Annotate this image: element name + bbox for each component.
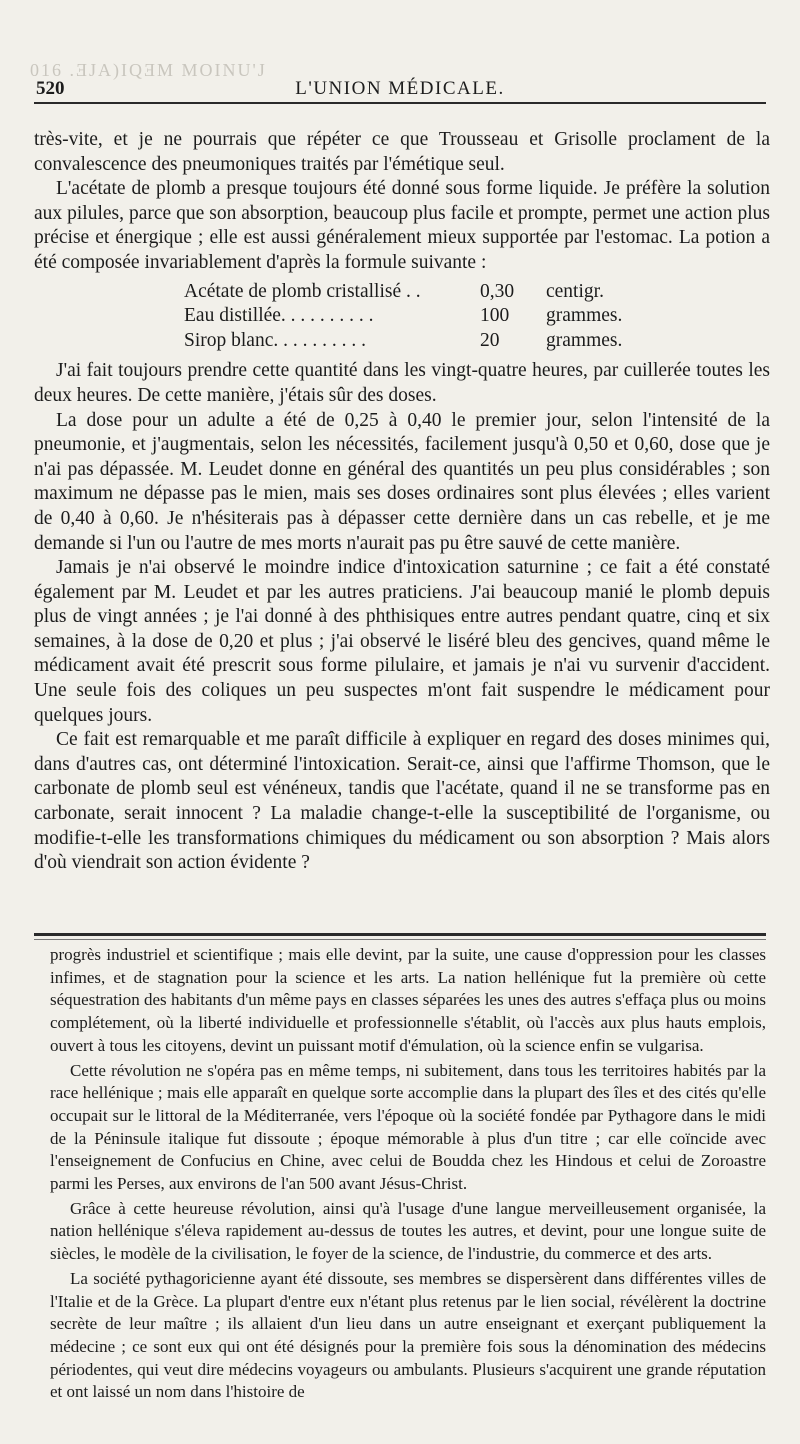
feuilleton-divider [34, 933, 766, 936]
ingredient-unit: centigr. [546, 280, 604, 302]
feuilleton-divider-thin [34, 939, 766, 940]
paragraph: La dose pour un adulte a été de 0,25 à 0,40 le premier jour, selon l'intensité de la pneumonie, et j'augmentais, selon les nécessités, facilement jusqu'à 0,50 et 0,60, dose que je n'ai pas dépassée. M. Leudet donne en général des quantités un peu plus considérables ; son maximum ne dépasse pas le mien, mais ses doses ordinaires sont plus élevées ; elles varient de 0,40 à 0,60. Je n'hésiterais pas à dépasser cette dernière dans un cas rebelle, et je me demande si l'un ou l'autre de mes morts n'aurait pas pu être sauvé de cette manière. [34, 409, 770, 554]
feuilleton-paragraph: progrès industriel et scientifique ; mais elle devint, par la suite, une cause d'oppression pour les classes infimes, et de stagnation pour la science et les arts. La nation hellénique fut la première où cette séquestration des habitants d'un même pays en classes séparées les unes des autres s'effaça plus ou moins complétement, où la liberté individuelle et professionnelle s'établit, où l'accès aux plus hauts emplois, ouvert à tous les citoyens, devint un puissant motif d'émulation, où la science enfin se vulgarisa. [50, 945, 766, 1055]
paragraph: Ce fait est remarquable et me paraît difficile à expliquer en regard des doses minimes qui, dans d'autres cas, ont déterminé l'intoxication. Serait-ce, ainsi que l'affirme Thomson, que le carbonate de plomb seul est vénéneux, tandis que l'acétate, quand il ne se transforme pas en carbonate, serait innocent ? La maladie change-t-elle la susceptibilité de l'organisme, ou modifie-t-elle les transformations chimiques du médicament ou son absorption ? Mais alors d'où viendrait son action évidente ? [34, 729, 770, 874]
paragraph: Jamais je n'ai observé le moindre indice d'intoxication saturnine ; ce fait a été constaté également par M. Leudet et par les autres praticiens. J'ai beaucoup manié le plomb depuis plus de vingt années ; je l'ai donné à des phthisiques entre autres pendant quatre, cinq et six semaines, à la dose de 0,20 et plus ; j'ai observé le liséré bleu des gencives, quand même le médicament avait été prescrit sous forme pilulaire, et jamais je n'ai vu survenir d'accident. Une seule fois des coliques un peu suspectes m'ont fait suspendre le médicament pour quelques jours. [34, 557, 770, 726]
feuilleton-text [50, 944, 766, 1406]
feuilleton-paragraph: Grâce à cette heureuse révolution, ainsi qu'à l'usage d'une langue merveilleusement organisée, la nation hellénique s'éleva rapidement au-dessus de toutes les autres, et devint, pour une longue suite de siècles, le modèle de la civilisation, le foyer de la science, de l'industrie, du commerce et des arts. [50, 1198, 766, 1264]
paragraph: très-vite, et je ne pourrais que répéter ce que Trousseau et Grisolle proclament de la convalescence des pneumoniques traités par l'émétique seul. [34, 129, 770, 175]
ingredient-name: Sirop blanc. . . . . . . . . . [184, 329, 366, 351]
page-header [34, 78, 766, 104]
ingredient-unit: grammes. [546, 329, 623, 351]
paragraph: L'acétate de plomb a presque toujours été donné sous forme liquide. Je préfère la solution aux pilules, parce que son absorption, beaucoup plus facile et prompte, permet une action plus précise et énergique ; elle est aussi généralement mieux supportée par l'estomac. La potion a été composée invariablement d'après la formule suivante : [34, 178, 770, 273]
feuilleton-paragraph: Cette révolution ne s'opéra pas en même temps, ni subitement, dans tous les territoires habités par la race hellénique ; mais elle apparaît en quelque sorte accomplie dans la plupart des îles et des cités qu'elle occupait sur le littoral de la Méditerranée, vers l'époque où la société fondée par Pythagore dans le midi de la Péninsule italique fut dissoute ; époque mémorable à plus d'un titre ; car elle coïncide avec l'enseignement de Confucius en Chine, avec celui de Boudda chez les Hindous et celui de Zoroastre parmi les Perses, aux environs de l'an 500 avant Jésus-Christ. [50, 1060, 766, 1194]
ingredient-quantity: 100 [480, 305, 510, 327]
recipe-row [184, 304, 684, 329]
page-number: 520 [36, 78, 65, 99]
ingredient-name: Acétate de plomb cristallisé . . [184, 280, 421, 302]
ingredient-name: Eau distillée. . . . . . . . . . [184, 305, 374, 327]
main-text [34, 128, 770, 876]
recipe-row [184, 280, 684, 305]
ingredient-unit: grammes. [546, 305, 623, 327]
recipe-row [184, 329, 684, 354]
running-title: L'UNION MÉDICALE. [295, 78, 505, 99]
recipe-formula [184, 280, 684, 354]
paragraph: J'ai fait toujours prendre cette quantité dans les vingt-quatre heures, par cuillerée toutes les deux heures. De cette manière, j'étais sûr des doses. [34, 360, 770, 406]
ingredient-quantity: 0,30 [480, 280, 515, 302]
feuilleton-paragraph: La société pythagoricienne ayant été dissoute, ses membres se dispersèrent dans différentes villes de l'Italie et de la Grèce. La plupart d'entre eux n'étant plus retenus par le lien social, révélèrent la doctrine secrète de leur maître ; ils allaient d'un lieu dans un autre enseignant et exerçant publiquement la médecine ; ce sont eux qui ont été désignés pour la première fois sous la dénomination des médecins périodentes, qui veut dire médecins voyageurs ou ambulants. Plusieurs s'acquirent une grande réputation et ont laissé un nom dans l'histoire de [50, 1268, 766, 1402]
bleed-through-text: 016 .ƎJA)IQƎM MOINU'J [30, 60, 267, 80]
ingredient-quantity: 20 [480, 329, 500, 351]
